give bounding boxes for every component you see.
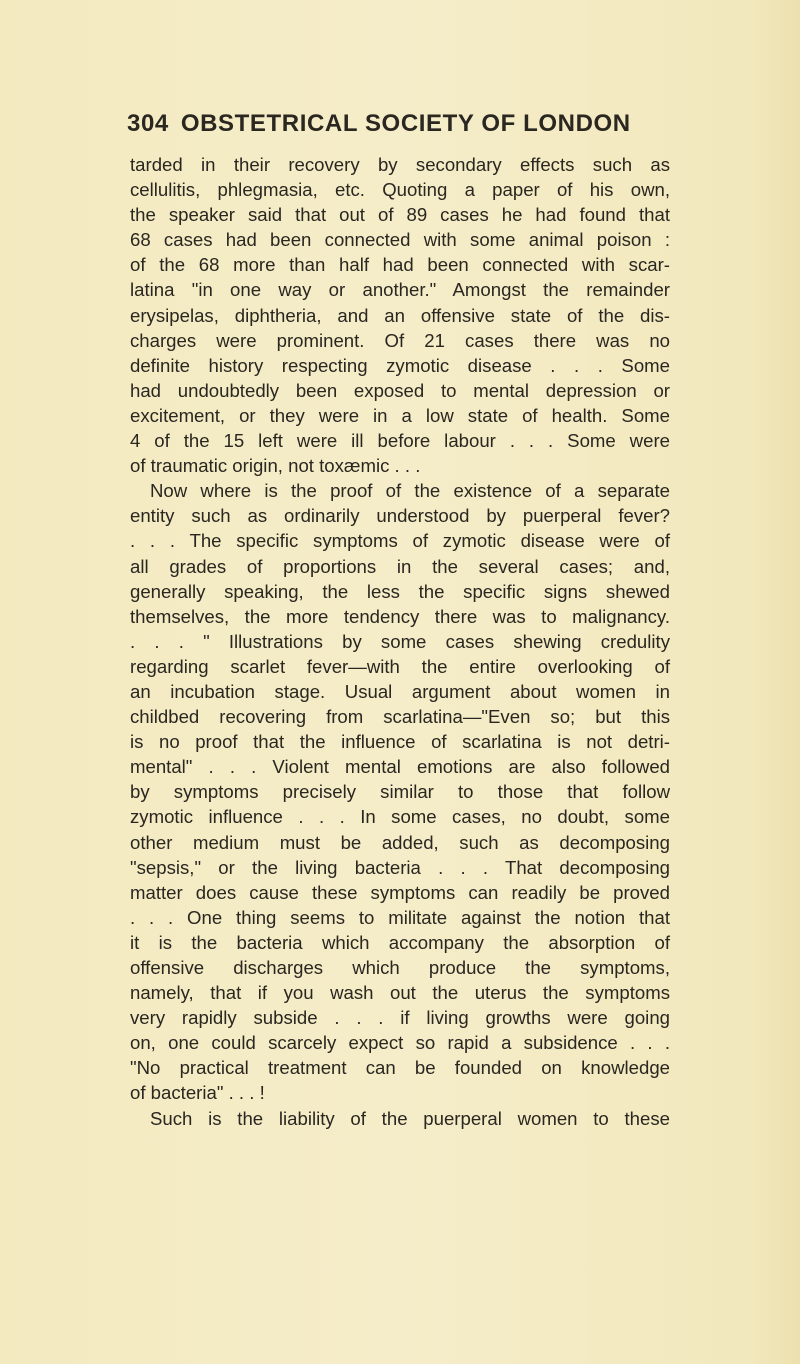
text-line: themselves, the more tendency there was to malignancy. [130, 605, 670, 627]
text-line: offensive discharges which produce the symptoms, [130, 957, 670, 978]
text-line: definite history respecting zymotic disease . . . Some [130, 354, 670, 376]
text-line: of bacteria" . . . ! [130, 1082, 265, 1104]
text-line: . . . " Illustrations by some cases shewing credulity [130, 630, 670, 652]
text-line: all grades of proportions in the several cases; and, [130, 555, 670, 577]
text-line: erysipelas, diphtheria, and an offensive state of the dis- [130, 304, 670, 326]
text-line: had undoubtedly been exposed to mental depression or [130, 379, 670, 401]
text-line: childbed recovering from scarlatina—"Even so; but this [130, 706, 670, 728]
text-line: excitement, or they were in a low state of health. Some [130, 404, 670, 426]
text-line: latina "in one way or another." Amongst the remainder [130, 279, 670, 301]
running-header [127, 110, 687, 138]
text-line: "sepsis," or the living bacteria . . . That decomposing [130, 856, 670, 878]
text-line: . . . The specific symptoms of zymotic disease were of [130, 530, 670, 552]
text-line: very rapidly subside . . . if living growths were going [130, 1007, 670, 1029]
text-line: an incubation stage. Usual argument about women in [130, 680, 670, 702]
text-line: is no proof that the influence of scarlatina is not detri- [130, 731, 670, 753]
text-line: it is the bacteria which accompany the absorption of [130, 931, 670, 953]
text-line: Such is the liability of the puerperal women to these [150, 1107, 670, 1129]
text-line: "No practical treatment can be founded on knowledge [130, 1057, 670, 1079]
text-line: regarding scarlet fever—with the entire overlooking of [130, 655, 670, 677]
text-line: tarded in their recovery by secondary effects such as [130, 154, 670, 175]
page-number: 304 [127, 110, 169, 137]
text-line: other medium must be added, such as decomposing [130, 831, 670, 853]
text-line: the speaker said that out of 89 cases he had found that [130, 204, 670, 226]
text-line: namely, that if you wash out the uterus the symptoms [130, 982, 670, 1004]
body-text [130, 152, 670, 1131]
text-line: 4 of the 15 left were ill before labour . . . Some were [130, 430, 670, 452]
text-line: cellulitis, phlegmasia, etc. Quoting a paper of his own, [130, 179, 670, 201]
text-line: of traumatic origin, not toxæmic . . . [130, 455, 421, 477]
text-line: generally speaking, the less the specific signs shewed [130, 580, 670, 602]
text-line: . . . One thing seems to militate against the notion that [130, 906, 670, 928]
text-line: 68 cases had been connected with some animal poison : [130, 229, 670, 251]
text-line: of the 68 more than half had been connected with scar- [130, 254, 670, 276]
text-line: on, one could scarcely expect so rapid a subsidence . . . [130, 1032, 670, 1054]
text-line: entity such as ordinarily understood by puerperal fever? [130, 505, 670, 527]
text-line: matter does cause these symptoms can readily be proved [130, 881, 670, 903]
running-title: OBSTETRICAL SOCIETY OF LONDON [180, 110, 631, 137]
text-line: charges were prominent. Of 21 cases there was no [130, 329, 670, 351]
text-line: mental" . . . Violent mental emotions are also followed [130, 756, 670, 778]
text-line: zymotic influence . . . In some cases, no doubt, some [130, 806, 670, 828]
text-line: Now where is the proof of the existence of a separate [150, 480, 670, 502]
text-line: by symptoms precisely similar to those that follow [130, 781, 670, 803]
